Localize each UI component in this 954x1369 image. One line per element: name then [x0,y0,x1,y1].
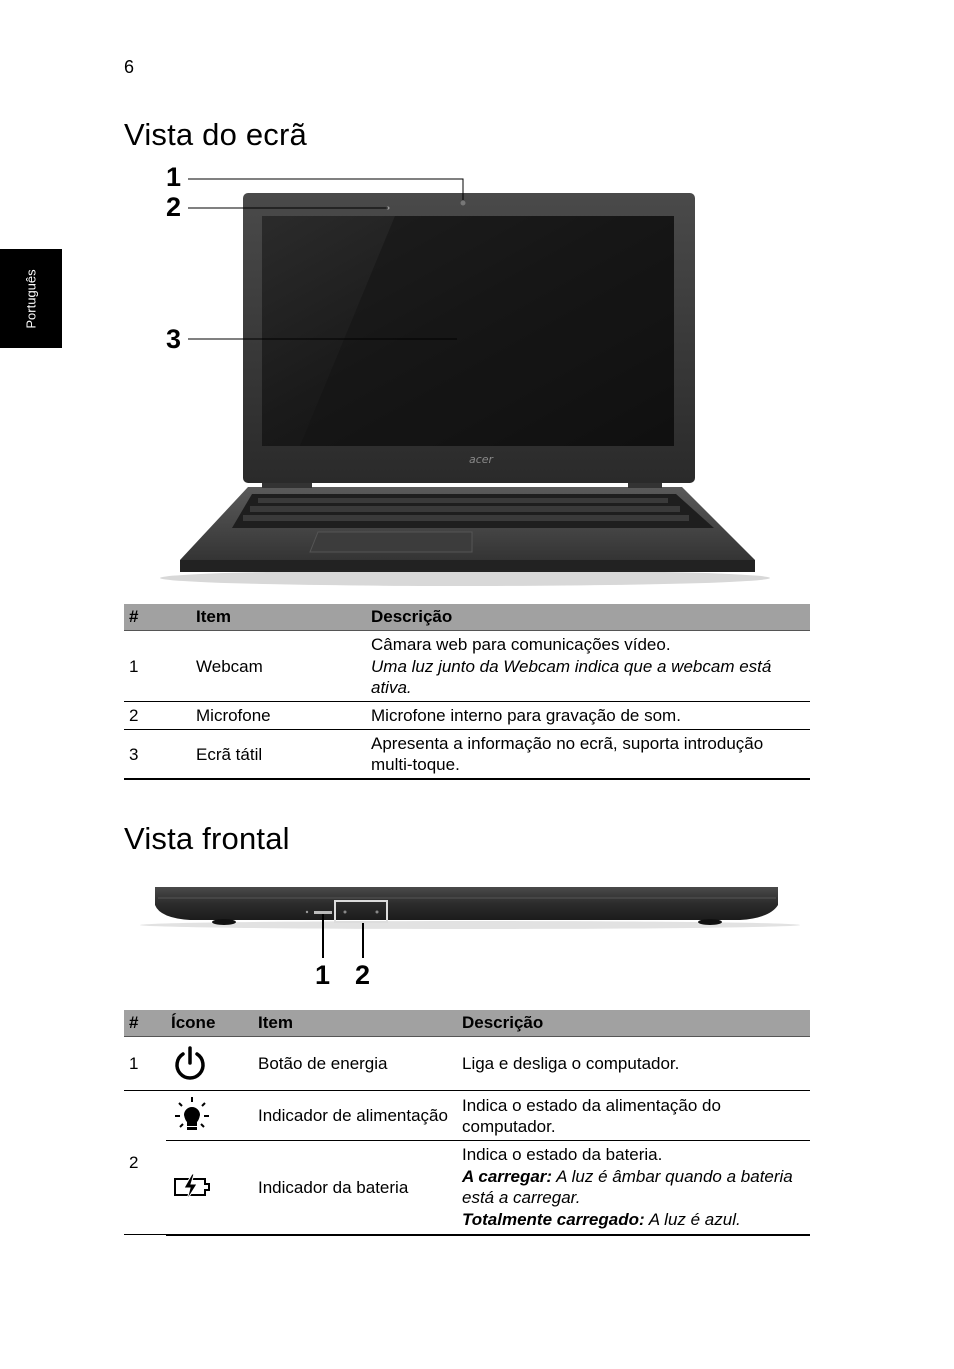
table-row [124,1091,810,1141]
column-header-item: Item [253,1010,457,1037]
row-item: Ecrã tátil [191,730,366,780]
description-text: Indica o estado da bateria. [462,1145,663,1165]
row-item: Botão de energia [253,1037,457,1091]
section-title-front-view: Vista frontal [124,821,290,856]
charged-text: A luz é azul. [644,1210,741,1230]
callout-3: 3 [166,324,182,354]
table-header-row [124,1010,810,1037]
callout-1: 1 [166,162,182,192]
charged-note [462,1209,805,1230]
language-tab-label: Português [23,268,39,329]
section-title-screen-view: Vista do ecrã [124,117,307,152]
laptop-screen-illustration [140,170,790,590]
column-header-number: # [124,604,191,631]
front-view-table [124,1010,810,1236]
column-header-description: Descrição [457,1010,810,1037]
row-number-group [124,1091,166,1235]
page-number: 6 [124,57,135,77]
battery-icon [166,1141,253,1235]
row-item: Indicador da bateria [253,1141,457,1235]
description-note: Uma luz junto da Webcam indica que a webcam está ativa. [371,657,772,697]
row-number: 3 [124,730,191,780]
acer-logo: acer [469,453,494,466]
row-number: 1 [124,1037,166,1091]
row-item: Microfone [191,702,366,730]
row-number: 2 [124,702,191,730]
front-callout-1: 1 [315,960,331,990]
charged-label: Totalmente carregado: [462,1210,645,1230]
front-callout-2: 2 [355,960,371,990]
row-description [457,1141,810,1235]
description-text: Câmara web para comunicações vídeo. [371,635,671,654]
table-row [124,1037,810,1091]
column-header-number: # [124,1010,166,1037]
charging-text: A luz é âmbar quando a bateria está a carregar. [462,1167,793,1208]
column-header-description: Descrição [366,604,810,631]
power-indicator-icon [166,1091,253,1141]
row-description: Liga e desliga o computador. [457,1037,810,1091]
row-description: Apresenta a informação no ecrã, suporta introdução multi-toque. [366,730,810,780]
row-number: 2 [129,1153,139,1172]
charging-label: A carregar: [462,1167,553,1187]
screen-view-table [124,604,810,780]
power-icon [166,1037,253,1091]
table-row [124,1141,810,1235]
row-description: Microfone interno para gravação de som. [366,702,810,730]
charging-note [462,1166,805,1208]
laptop-front-illustration [140,880,800,960]
language-tab [0,249,62,348]
table-row [124,702,810,730]
table-row [124,730,810,780]
row-item: Indicador de alimentação [253,1091,457,1141]
row-number: 1 [124,631,191,702]
callout-2: 2 [166,192,182,222]
table-header-row [124,604,810,631]
column-header-icon: Ícone [166,1010,253,1037]
row-item: Webcam [191,631,366,702]
row-description [366,631,810,702]
column-header-item: Item [191,604,366,631]
table-row [124,631,810,702]
row-description: Indica o estado da alimentação do computador. [457,1091,810,1141]
